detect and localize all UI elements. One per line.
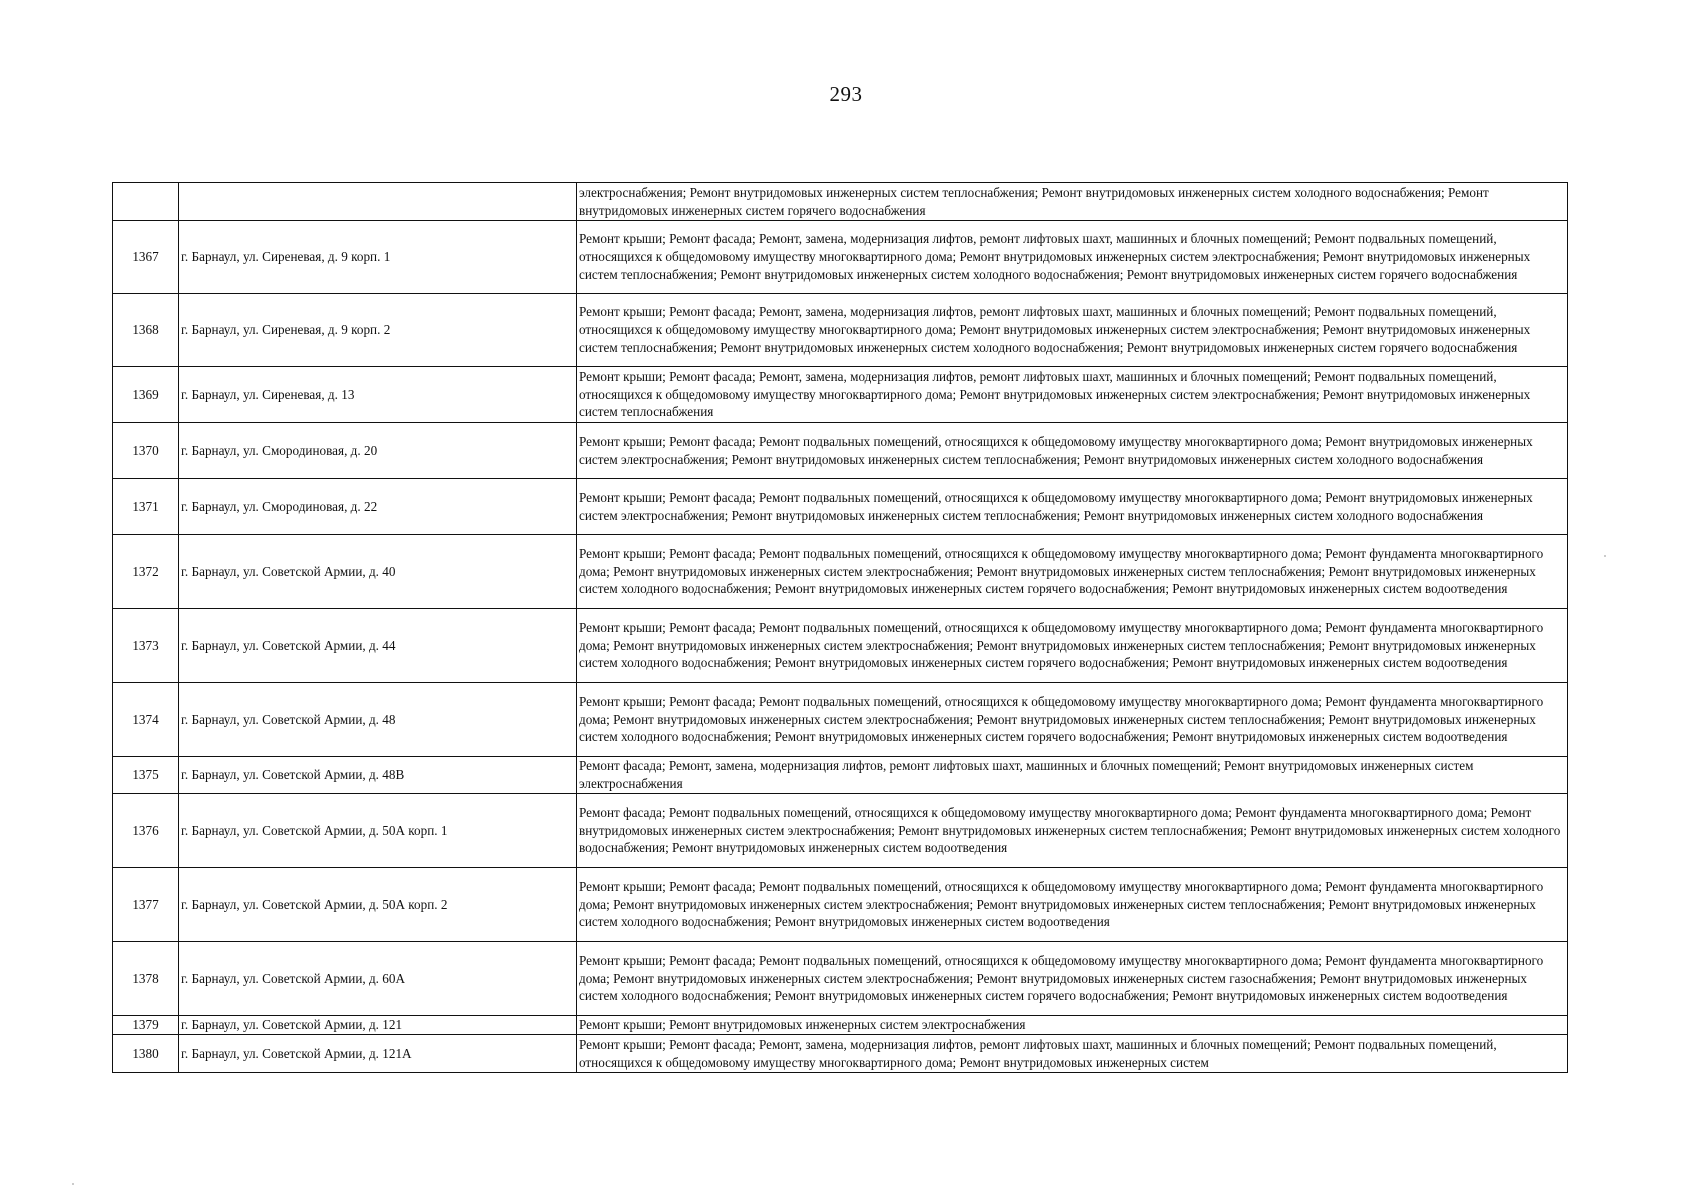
row-works: Ремонт крыши; Ремонт фасада; Ремонт, замена, модернизация лифтов, ремонт лифтовых шахт, машинных и блочных помещений; Ремонт подвальных помещений, относящихся к общедомовому имуществу многоквартирного дома; Ремонт внутридомовых инженерных систем электроснабжения; Ремонт внутридомовых инженерных систем теплоснабжения xyxy=(577,367,1568,423)
table-row xyxy=(113,183,1568,221)
row-number: 1380 xyxy=(113,1035,179,1073)
table-row xyxy=(113,1016,1568,1035)
row-works: Ремонт крыши; Ремонт фасада; Ремонт подвальных помещений, относящихся к общедомовому имуществу многоквартирного дома; Ремонт внутридомовых инженерных систем электроснабжения; Ремонт внутридомовых инженерных систем теплоснабжения; Ремонт внутридомовых инженерных систем холодного водоснабжения xyxy=(577,479,1568,535)
row-number: 1379 xyxy=(113,1016,179,1035)
row-works: Ремонт крыши; Ремонт фасада; Ремонт подвальных помещений, относящихся к общедомовому имуществу многоквартирного дома; Ремонт фундамента многоквартирного дома; Ремонт внутридомовых инженерных систем электроснабжения; Ремонт внутридомовых инженерных систем теплоснабжения; Ремонт внутридомовых инженерных систем холодного водоснабжения; Ремонт внутридомовых инженерных систем водоотведения xyxy=(577,868,1568,942)
row-number xyxy=(113,183,179,221)
row-address: г. Барнаул, ул. Сиреневая, д. 9 корп. 1 xyxy=(179,221,577,294)
row-works: Ремонт крыши; Ремонт фасада; Ремонт, замена, модернизация лифтов, ремонт лифтовых шахт, машинных и блочных помещений; Ремонт подвальных помещений, относящихся к общедомовому имуществу многоквартирного дома; Ремонт внутридомовых инженерных систем электроснабжения; Ремонт внутридомовых инженерных систем теплоснабжения; Ремонт внутридомовых инженерных систем холодного водоснабжения; Ремонт внутридомовых инженерных систем горячего водоснабжения xyxy=(577,294,1568,367)
row-works: Ремонт крыши; Ремонт фасада; Ремонт подвальных помещений, относящихся к общедомовому имуществу многоквартирного дома; Ремонт фундамента многоквартирного дома; Ремонт внутридомовых инженерных систем электроснабжения; Ремонт внутридомовых инженерных систем теплоснабжения; Ремонт внутридомовых инженерных систем холодного водоснабжения; Ремонт внутридомовых инженерных систем горячего водоснабжения; Ремонт внутридомовых инженерных систем водоотведения xyxy=(577,535,1568,609)
page-number: 293 xyxy=(829,82,863,106)
row-address: г. Барнаул, ул. Советской Армии, д. 48 xyxy=(179,683,577,757)
row-works: Ремонт фасада; Ремонт подвальных помещений, относящихся к общедомовому имуществу многоквартирного дома; Ремонт фундамента многоквартирного дома; Ремонт внутридомовых инженерных систем электроснабжения; Ремонт внутридомовых инженерных систем теплоснабжения; Ремонт внутридомовых инженерных систем холодного водоснабжения; Ремонт внутридомовых инженерных систем водоотведения xyxy=(577,794,1568,868)
row-address: г. Барнаул, ул. Советской Армии, д. 50А корп. 1 xyxy=(179,794,577,868)
row-address: г. Барнаул, ул. Советской Армии, д. 121А xyxy=(179,1035,577,1073)
table-row xyxy=(113,757,1568,794)
row-number: 1373 xyxy=(113,609,179,683)
row-address: г. Барнаул, ул. Сиреневая, д. 9 корп. 2 xyxy=(179,294,577,367)
table-row xyxy=(113,609,1568,683)
row-address: г. Барнаул, ул. Советской Армии, д. 121 xyxy=(179,1016,577,1035)
table-row xyxy=(113,868,1568,942)
row-number: 1376 xyxy=(113,794,179,868)
row-number: 1374 xyxy=(113,683,179,757)
row-works: Ремонт крыши; Ремонт фасада; Ремонт подвальных помещений, относящихся к общедомовому имуществу многоквартирного дома; Ремонт фундамента многоквартирного дома; Ремонт внутридомовых инженерных систем электроснабжения; Ремонт внутридомовых инженерных систем теплоснабжения; Ремонт внутридомовых инженерных систем холодного водоснабжения; Ремонт внутридомовых инженерных систем горячего водоснабжения; Ремонт внутридомовых инженерных систем водоотведения xyxy=(577,609,1568,683)
row-works: Ремонт крыши; Ремонт фасада; Ремонт подвальных помещений, относящихся к общедомовому имуществу многоквартирного дома; Ремонт фундамента многоквартирного дома; Ремонт внутридомовых инженерных систем электроснабжения; Ремонт внутридомовых инженерных систем газоснабжения; Ремонт внутридомовых инженерных систем холодного водоснабжения; Ремонт внутридомовых инженерных систем горячего водоснабжения; Ремонт внутридомовых инженерных систем водоотведения xyxy=(577,942,1568,1016)
row-number: 1369 xyxy=(113,367,179,423)
row-address: г. Барнаул, ул. Советской Армии, д. 40 xyxy=(179,535,577,609)
row-works: Ремонт крыши; Ремонт внутридомовых инженерных систем электроснабжения xyxy=(577,1016,1568,1035)
row-works: электроснабжения; Ремонт внутридомовых инженерных систем теплоснабжения; Ремонт внутридомовых инженерных систем холодного водоснабжения; Ремонт внутридомовых инженерных систем горячего водоснабжения xyxy=(577,183,1568,221)
row-address: г. Барнаул, ул. Советской Армии, д. 50А корп. 2 xyxy=(179,868,577,942)
table-row xyxy=(113,1035,1568,1073)
row-address: г. Барнаул, ул. Советской Армии, д. 48В xyxy=(179,757,577,794)
row-number: 1377 xyxy=(113,868,179,942)
table-row xyxy=(113,794,1568,868)
row-number: 1367 xyxy=(113,221,179,294)
row-number: 1371 xyxy=(113,479,179,535)
repair-registry-table xyxy=(112,182,1568,1073)
row-works: Ремонт крыши; Ремонт фасада; Ремонт, замена, модернизация лифтов, ремонт лифтовых шахт, машинных и блочных помещений; Ремонт подвальных помещений, относящихся к общедомовому имуществу многоквартирного дома; Ремонт внутридомовых инженерных систем xyxy=(577,1035,1568,1073)
row-works: Ремонт фасада; Ремонт, замена, модернизация лифтов, ремонт лифтовых шахт, машинных и блочных помещений; Ремонт внутридомовых инженерных систем электроснабжения xyxy=(577,757,1568,794)
row-number: 1370 xyxy=(113,423,179,479)
row-address: г. Барнаул, ул. Сиреневая, д. 13 xyxy=(179,367,577,423)
table-row xyxy=(113,942,1568,1016)
row-address: г. Барнаул, ул. Советской Армии, д. 44 xyxy=(179,609,577,683)
row-number: 1378 xyxy=(113,942,179,1016)
row-address: г. Барнаул, ул. Смородиновая, д. 20 xyxy=(179,423,577,479)
table-row xyxy=(113,479,1568,535)
table-row xyxy=(113,683,1568,757)
row-works: Ремонт крыши; Ремонт фасада; Ремонт подвальных помещений, относящихся к общедомовому имуществу многоквартирного дома; Ремонт внутридомовых инженерных систем электроснабжения; Ремонт внутридомовых инженерных систем теплоснабжения; Ремонт внутридомовых инженерных систем холодного водоснабжения xyxy=(577,423,1568,479)
row-number: 1372 xyxy=(113,535,179,609)
scan-speck xyxy=(72,1183,74,1185)
row-works: Ремонт крыши; Ремонт фасада; Ремонт, замена, модернизация лифтов, ремонт лифтовых шахт, машинных и блочных помещений; Ремонт подвальных помещений, относящихся к общедомовому имуществу многоквартирного дома; Ремонт внутридомовых инженерных систем электроснабжения; Ремонт внутридомовых инженерных систем теплоснабжения; Ремонт внутридомовых инженерных систем холодного водоснабжения; Ремонт внутридомовых инженерных систем горячего водоснабжения xyxy=(577,221,1568,294)
table-row xyxy=(113,294,1568,367)
row-address xyxy=(179,183,577,221)
row-address: г. Барнаул, ул. Советской Армии, д. 60А xyxy=(179,942,577,1016)
row-number: 1368 xyxy=(113,294,179,367)
scan-speck xyxy=(1604,555,1606,557)
table-row xyxy=(113,221,1568,294)
table-row xyxy=(113,535,1568,609)
row-address: г. Барнаул, ул. Смородиновая, д. 22 xyxy=(179,479,577,535)
table-row xyxy=(113,367,1568,423)
row-number: 1375 xyxy=(113,757,179,794)
row-works: Ремонт крыши; Ремонт фасада; Ремонт подвальных помещений, относящихся к общедомовому имуществу многоквартирного дома; Ремонт фундамента многоквартирного дома; Ремонт внутридомовых инженерных систем электроснабжения; Ремонт внутридомовых инженерных систем теплоснабжения; Ремонт внутридомовых инженерных систем холодного водоснабжения; Ремонт внутридомовых инженерных систем горячего водоснабжения; Ремонт внутридомовых инженерных систем водоотведения xyxy=(577,683,1568,757)
table-row xyxy=(113,423,1568,479)
